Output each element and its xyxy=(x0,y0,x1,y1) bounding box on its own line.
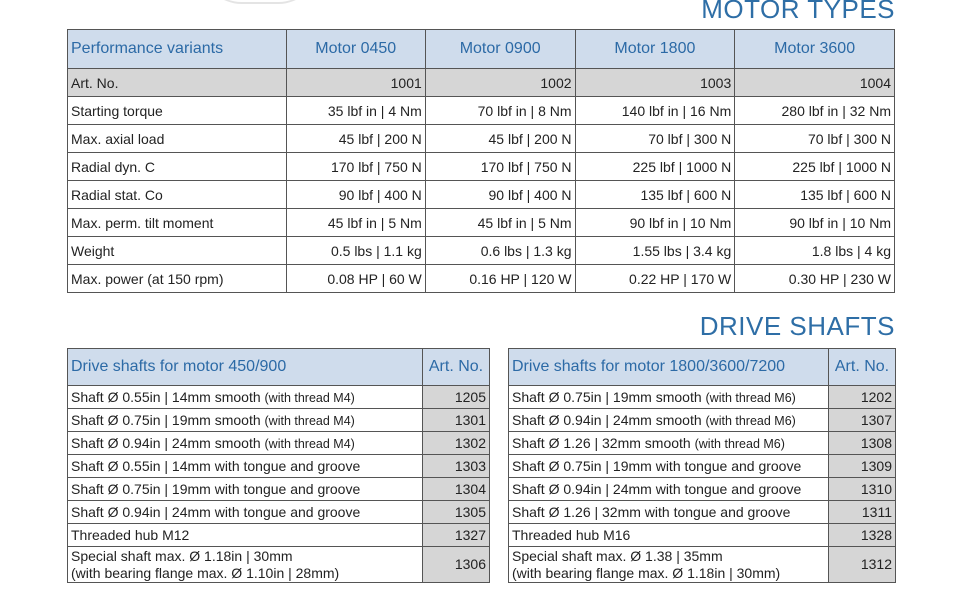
shaft-desc-text: Shaft Ø 0.94in | 24mm with tongue and groove xyxy=(512,481,802,497)
motor-table-row xyxy=(68,209,895,237)
shaft-desc-text: Shaft Ø 0.75in | 19mm smooth xyxy=(512,389,706,405)
motor-header: Motor 3600 xyxy=(735,30,895,69)
shaft-description xyxy=(509,409,829,432)
special-shaft-line1: Special shaft max. Ø 1.38 | 35mm xyxy=(512,547,723,564)
shaft-description xyxy=(509,386,829,409)
art-number: 1302 xyxy=(423,432,490,455)
table-row xyxy=(68,432,490,455)
shaft-description xyxy=(68,501,423,524)
cell-value: 45 lbf in | 5 Nm xyxy=(425,209,575,237)
motor-table-row xyxy=(68,69,895,97)
shaft-desc-text: Shaft Ø 0.75in | 19mm smooth xyxy=(71,412,265,428)
shaft-description xyxy=(68,432,423,455)
art-number: 1202 xyxy=(829,386,896,409)
table-row xyxy=(68,524,490,547)
art-number: 1304 xyxy=(423,478,490,501)
art-no-header: Art. No. xyxy=(829,349,896,386)
drive-shafts-header-row xyxy=(68,349,490,386)
cell-value: 1.8 lbs | 4 kg xyxy=(735,237,895,265)
cell-value: 45 lbf | 200 N xyxy=(425,125,575,153)
shaft-desc-text: Shaft Ø 0.55in | 14mm with tongue and groove xyxy=(71,458,361,474)
cell-value: 170 lbf | 750 N xyxy=(425,153,575,181)
motor-header: Motor 0900 xyxy=(425,30,575,69)
cell-value: 90 lbf | 400 N xyxy=(425,181,575,209)
art-number: 1303 xyxy=(423,455,490,478)
cell-value: 0.5 lbs | 1.1 kg xyxy=(286,237,425,265)
cell-value: 1.55 lbs | 3.4 kg xyxy=(575,237,735,265)
row-label: Max. perm. tilt moment xyxy=(68,209,287,237)
drive-shafts-title: DRIVE SHAFTS xyxy=(699,311,895,341)
cell-value: 0.22 HP | 170 W xyxy=(575,265,735,293)
cell-value: 1001 xyxy=(286,69,425,97)
table-row xyxy=(509,478,896,501)
cell-value: 280 lbf in | 32 Nm xyxy=(735,97,895,125)
cell-value: 45 lbf in | 5 Nm xyxy=(286,209,425,237)
table-row xyxy=(68,386,490,409)
cell-value: 135 lbf | 600 N xyxy=(575,181,735,209)
row-label: Starting torque xyxy=(68,97,287,125)
thread-note: (with thread M4) xyxy=(264,414,355,428)
art-number: 1306 xyxy=(423,547,490,583)
art-number: 1311 xyxy=(829,501,896,524)
table-row xyxy=(509,524,896,547)
cell-value: 70 lbf | 300 N xyxy=(735,125,895,153)
motor-table-body xyxy=(68,69,895,293)
shaft-description xyxy=(509,524,829,547)
cell-value: 170 lbf | 750 N xyxy=(286,153,425,181)
cell-value: 90 lbf in | 10 Nm xyxy=(735,209,895,237)
table-row xyxy=(509,455,896,478)
cell-value: 135 lbf | 600 N xyxy=(735,181,895,209)
shaft-desc-text: Shaft Ø 0.94in | 24mm with tongue and groove xyxy=(71,504,361,520)
table-row xyxy=(68,455,490,478)
art-number: 1328 xyxy=(829,524,896,547)
table-row xyxy=(509,501,896,524)
drive-shafts-header: Drive shafts for motor 1800/3600/7200 xyxy=(509,349,829,386)
shaft-desc-text: Shaft Ø 1.26 | 32mm with tongue and groove xyxy=(512,504,791,520)
performance-variants-header: Performance variants xyxy=(68,30,287,69)
motor-table-header-row xyxy=(68,30,895,69)
shaft-description xyxy=(68,478,423,501)
motor-types-title: MOTOR TYPES xyxy=(701,0,895,24)
drive-shafts-table-1800-3600-7200 xyxy=(508,348,896,583)
cell-value: 1004 xyxy=(735,69,895,97)
drive-shafts-header-row xyxy=(509,349,896,386)
thread-note: (with thread M6) xyxy=(705,391,796,405)
cell-value: 70 lbf in | 8 Nm xyxy=(425,97,575,125)
thread-note: (with thread M6) xyxy=(694,437,785,451)
shaft-description xyxy=(68,455,423,478)
special-shaft-description xyxy=(68,547,423,583)
shaft-desc-text: Shaft Ø 0.94in | 24mm smooth xyxy=(71,435,265,451)
cell-value: 90 lbf | 400 N xyxy=(286,181,425,209)
shaft-description xyxy=(68,386,423,409)
shaft-desc-text: Shaft Ø 1.26 | 32mm smooth xyxy=(512,435,695,451)
cell-value: 0.08 HP | 60 W xyxy=(286,265,425,293)
drive-shafts-table-450-900 xyxy=(67,348,490,583)
thread-note: (with thread M4) xyxy=(264,437,355,451)
art-number: 1312 xyxy=(829,547,896,583)
shaft-description xyxy=(509,432,829,455)
thread-note: (with thread M4) xyxy=(264,391,355,405)
art-number: 1307 xyxy=(829,409,896,432)
cell-value: 1002 xyxy=(425,69,575,97)
motor-table-row xyxy=(68,125,895,153)
shaft-desc-text: Shaft Ø 0.75in | 19mm with tongue and groove xyxy=(71,481,361,497)
table-row xyxy=(68,409,490,432)
art-number: 1327 xyxy=(423,524,490,547)
motor-types-table xyxy=(67,29,895,293)
special-shaft-row xyxy=(68,547,490,583)
motor-table-row xyxy=(68,265,895,293)
row-label: Weight xyxy=(68,237,287,265)
shaft-desc-text: Shaft Ø 0.75in | 19mm with tongue and groove xyxy=(512,458,802,474)
shaft-description xyxy=(509,501,829,524)
art-number: 1309 xyxy=(829,455,896,478)
motor-header: Motor 1800 xyxy=(575,30,735,69)
drive-shafts-body xyxy=(509,386,896,583)
shaft-description xyxy=(509,478,829,501)
special-shaft-description xyxy=(509,547,829,583)
art-no-header: Art. No. xyxy=(423,349,490,386)
drive-shafts-header: Drive shafts for motor 450/900 xyxy=(68,349,423,386)
shaft-description xyxy=(68,409,423,432)
shaft-desc-text: Threaded hub M12 xyxy=(71,527,190,543)
row-label: Radial stat. Co xyxy=(68,181,287,209)
table-row xyxy=(68,501,490,524)
row-label: Art. No. xyxy=(68,69,287,97)
motor-table-row xyxy=(68,181,895,209)
cell-value: 45 lbf | 200 N xyxy=(286,125,425,153)
cell-value: 0.30 HP | 230 W xyxy=(735,265,895,293)
decorative-arc xyxy=(200,0,320,4)
table-row xyxy=(509,432,896,455)
cell-value: 1003 xyxy=(575,69,735,97)
cell-value: 140 lbf in | 16 Nm xyxy=(575,97,735,125)
cell-value: 35 lbf in | 4 Nm xyxy=(286,97,425,125)
table-row xyxy=(68,478,490,501)
special-shaft-line2: (with bearing flange max. Ø 1.18in | 30mm) xyxy=(512,564,781,581)
shaft-desc-text: Shaft Ø 0.94in | 24mm smooth xyxy=(512,412,706,428)
row-label: Max. axial load xyxy=(68,125,287,153)
art-number: 1308 xyxy=(829,432,896,455)
motor-table-row xyxy=(68,97,895,125)
thread-note: (with thread M6) xyxy=(705,414,796,428)
motor-table-row xyxy=(68,153,895,181)
cell-value: 0.6 lbs | 1.3 kg xyxy=(425,237,575,265)
drive-shafts-body xyxy=(68,386,490,583)
row-label: Max. power (at 150 rpm) xyxy=(68,265,287,293)
shaft-description xyxy=(68,524,423,547)
special-shaft-line1: Special shaft max. Ø 1.18in | 30mm xyxy=(71,547,293,564)
table-row xyxy=(509,409,896,432)
shaft-desc-text: Threaded hub M16 xyxy=(512,527,631,543)
shaft-description xyxy=(509,455,829,478)
cell-value: 0.16 HP | 120 W xyxy=(425,265,575,293)
table-row xyxy=(509,386,896,409)
art-number: 1205 xyxy=(423,386,490,409)
motor-table-row xyxy=(68,237,895,265)
cell-value: 225 lbf | 1000 N xyxy=(735,153,895,181)
cell-value: 90 lbf in | 10 Nm xyxy=(575,209,735,237)
special-shaft-line2: (with bearing flange max. Ø 1.10in | 28mm) xyxy=(71,564,340,581)
art-number: 1301 xyxy=(423,409,490,432)
cell-value: 70 lbf | 300 N xyxy=(575,125,735,153)
special-shaft-row xyxy=(509,547,896,583)
art-number: 1305 xyxy=(423,501,490,524)
row-label: Radial dyn. C xyxy=(68,153,287,181)
motor-header: Motor 0450 xyxy=(286,30,425,69)
shaft-desc-text: Shaft Ø 0.55in | 14mm smooth xyxy=(71,389,265,405)
cell-value: 225 lbf | 1000 N xyxy=(575,153,735,181)
art-number: 1310 xyxy=(829,478,896,501)
